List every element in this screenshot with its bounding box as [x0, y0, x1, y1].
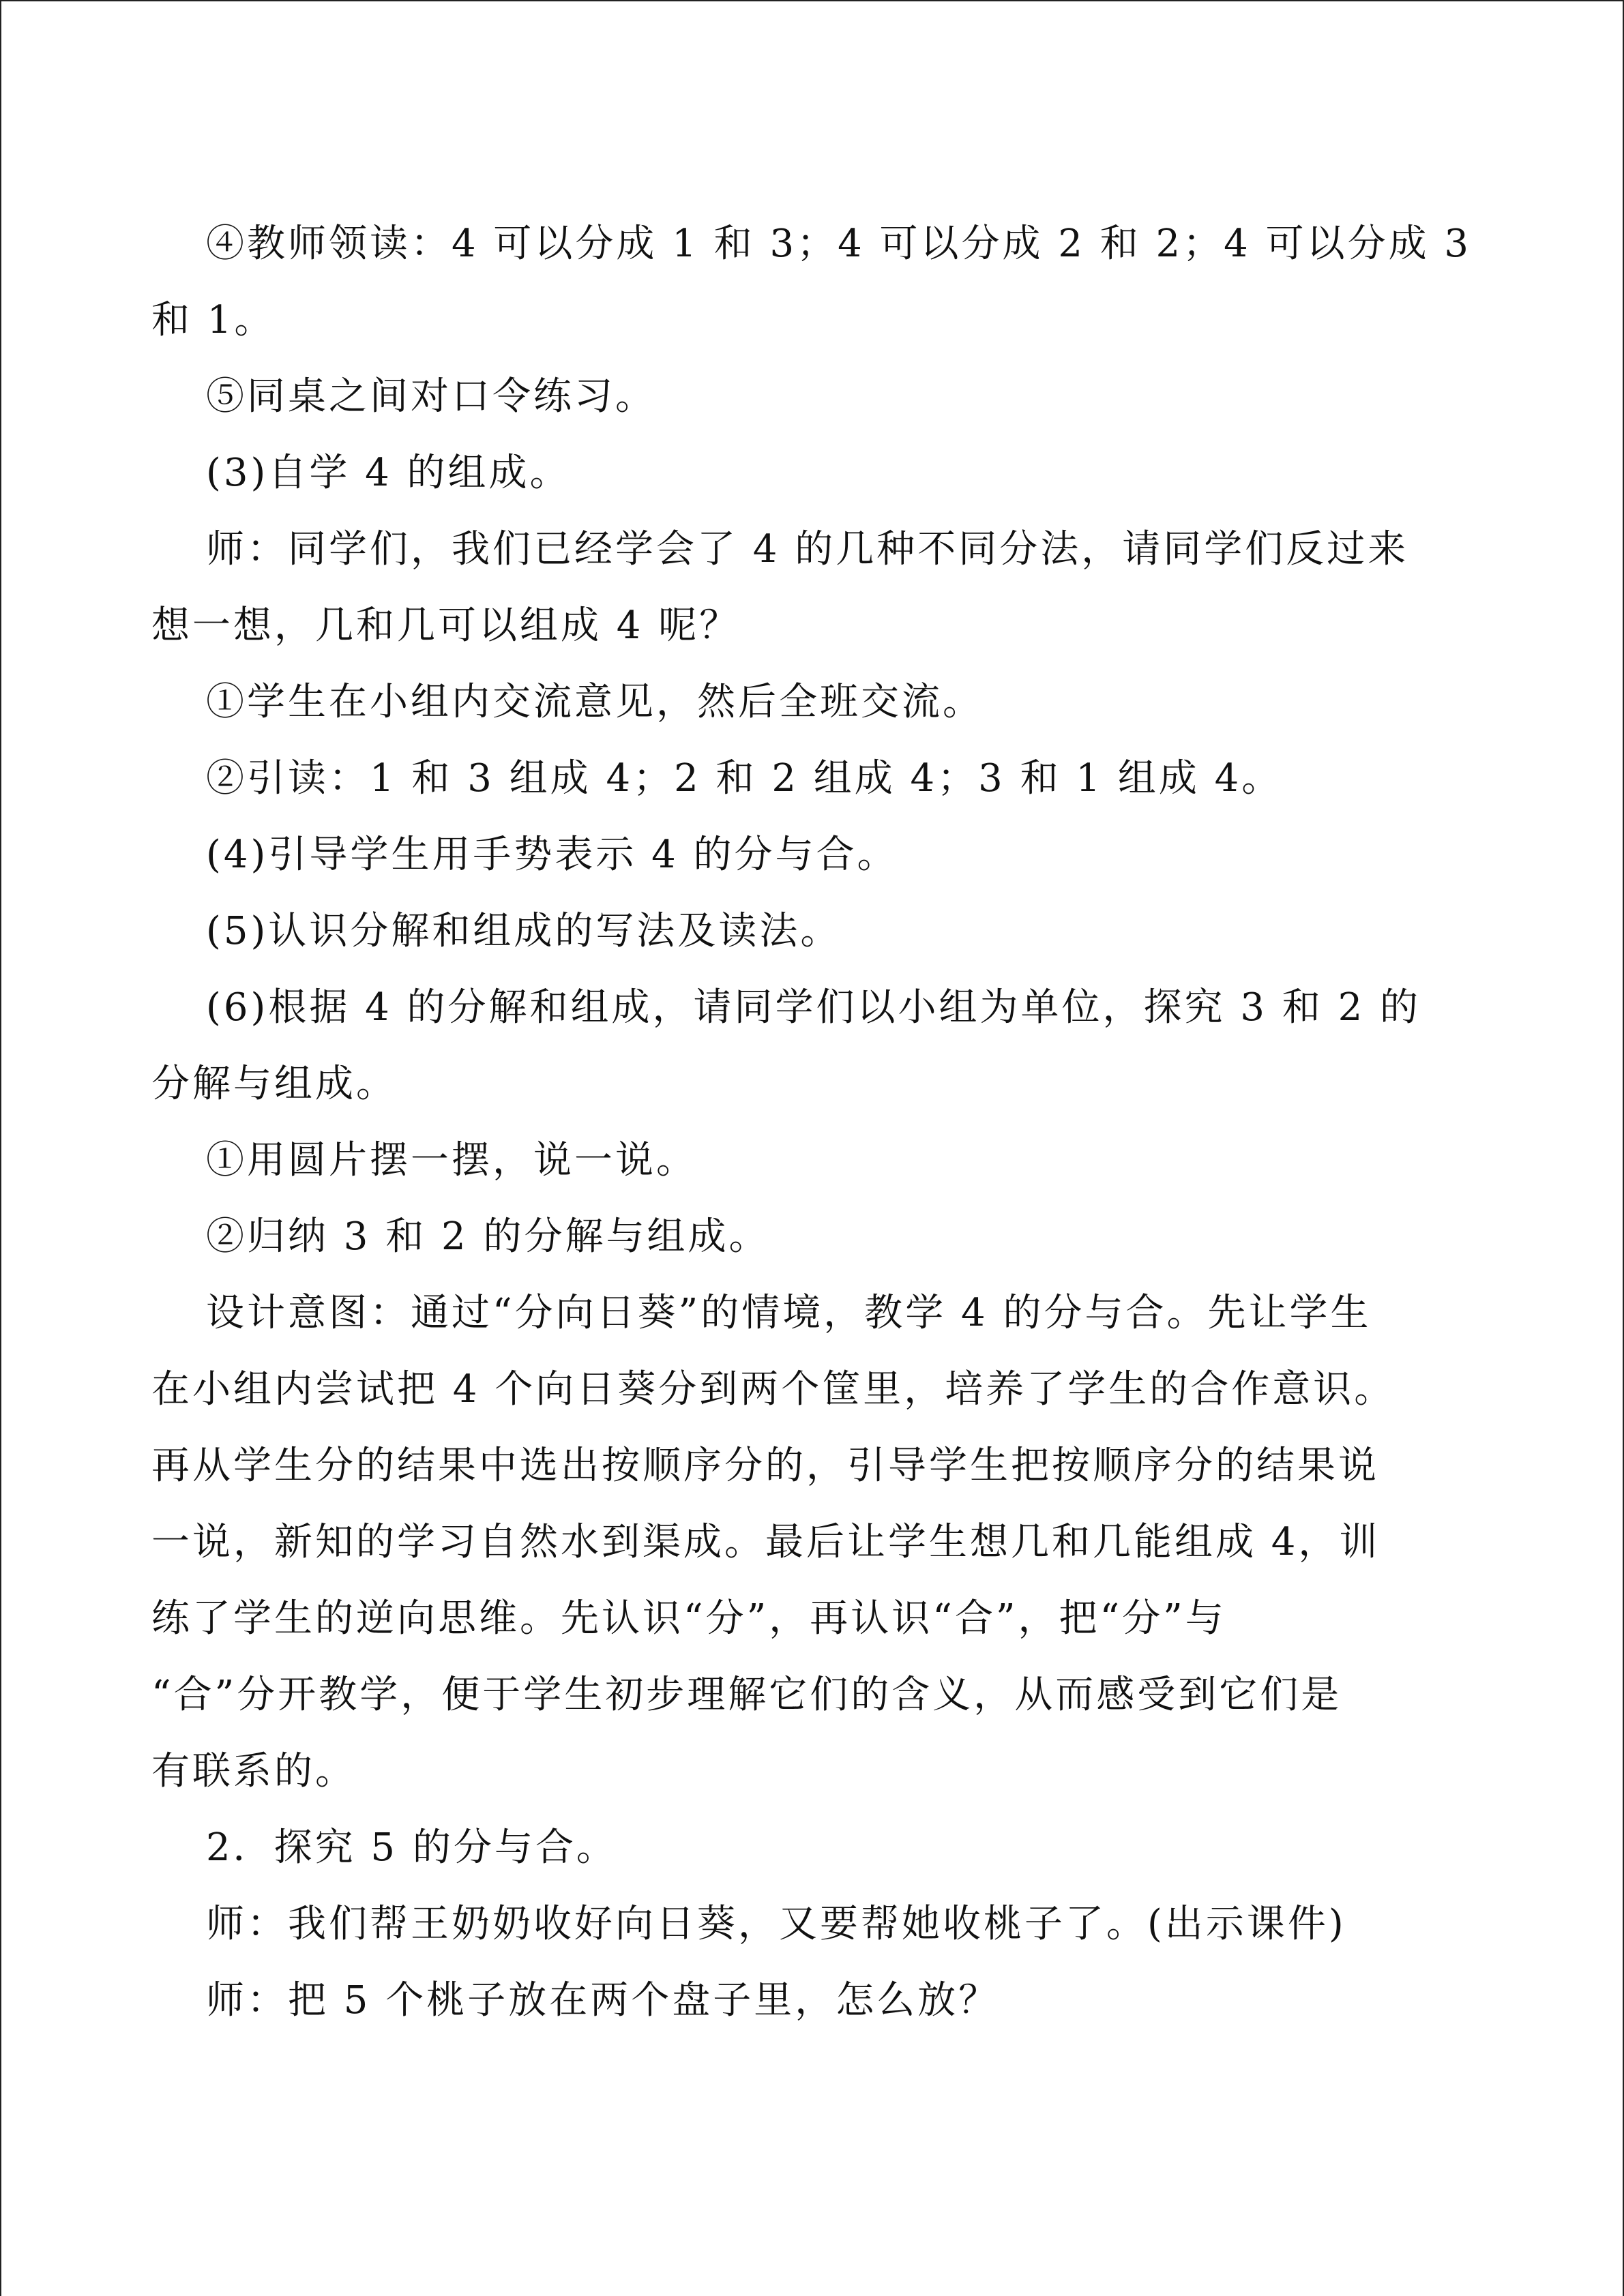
text-line: 在小组内尝试把 4 个向日葵分到两个筐里，培养了学生的合作意识。: [151, 1367, 1396, 1412]
text-line: ④教师领读：4 可以分成 1 和 3；4 可以分成 2 和 2；4 可以分成 3: [206, 222, 1472, 266]
text-line: (5)认识分解和组成的写法及读法。: [206, 909, 842, 953]
document-body: [151, 206, 1475, 2039]
text-line: 和 1。: [151, 298, 276, 342]
text-line: 一说，新知的学习自然水到渠成。最后让学生想几和几能组成 4，训: [151, 1520, 1381, 1564]
text-line: (6)根据 4 的分解和组成，请同学们以小组为单位，探究 3 和 2 的: [206, 985, 1421, 1030]
text-line: ①用圆片摆一摆，说一说。: [206, 1138, 697, 1182]
text-line: 练了学生的逆向思维。先认识“分”，再认识“合”，把“分”与: [151, 1596, 1226, 1641]
text-line: (4)引导学生用手势表示 4 的分与合。: [206, 833, 898, 877]
text-line: ①学生在小组内交流意见，然后全班交流。: [206, 680, 984, 724]
text-line: 师：同学们，我们已经学会了 4 的几种不同分法，请同学们反过来: [206, 527, 1409, 571]
text-line: 设计意图：通过“分向日葵”的情境，教学 4 的分与合。先让学生: [206, 1291, 1372, 1335]
text-line: ⑤同桌之间对口令练习。: [206, 374, 656, 419]
text-line: 有联系的。: [151, 1749, 356, 1793]
text-line: 想一想，几和几可以组成 4 呢？: [151, 603, 741, 648]
text-line: 师：把 5 个桃子放在两个盘子里，怎么放？: [206, 1978, 1000, 2023]
text-line: 2．探究 5 的分与合。: [206, 1825, 617, 1870]
text-line: 分解与组成。: [151, 1062, 397, 1106]
text-line: ②引读：1 和 3 组成 4；2 和 2 组成 4；3 和 1 组成 4。: [206, 756, 1283, 801]
text-line: 师：我们帮王奶奶收好向日葵，又要帮她收桃子了。(出示课件): [206, 1902, 1346, 1946]
text-line: (3)自学 4 的组成。: [206, 451, 571, 495]
text-line: 再从学生分的结果中选出按顺序分的，引导学生把按顺序分的结果说: [151, 1444, 1379, 1488]
text-line: “合”分开教学，便于学生初步理解它们的含义，从而感受到它们是: [151, 1673, 1342, 1717]
text-line: ②归纳 3 和 2 的分解与组成。: [206, 1214, 770, 1259]
